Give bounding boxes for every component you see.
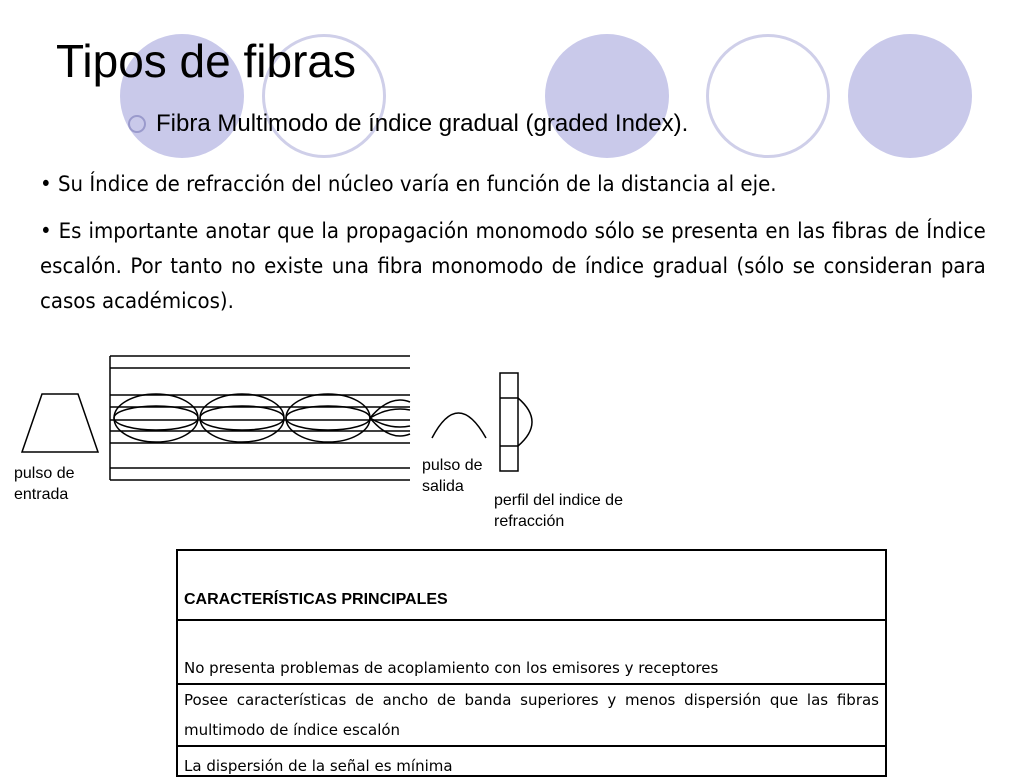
index-profile-label: perfil del indice de refracción — [494, 492, 623, 530]
decor-circle — [545, 34, 669, 158]
ring-bullet-icon — [128, 115, 146, 133]
table-row — [177, 620, 886, 684]
output-pulse-label: pulso de salida — [422, 457, 483, 495]
input-pulse-label: pulso de entrada — [14, 465, 75, 503]
fiber-lines — [110, 356, 410, 480]
table-row — [177, 746, 886, 776]
table-cell: La dispersión de la señal es mínima — [177, 746, 886, 776]
table-row — [177, 684, 886, 746]
ray-paths — [114, 394, 410, 442]
table-cell: Posee características de ancho de banda superiores y menos dispersión que las fibras multimodo de índice escalón — [177, 684, 886, 746]
bullet-paragraph: • Es importante anotar que la propagación monomodo sólo se presenta en las fibras de Índice escalón. Por tanto no existe una fibra monomodo de índice gradual (sólo se consideran para casos académicos). — [40, 219, 986, 314]
table-header-cell: CARACTERÍSTICAS PRINCIPALES — [177, 550, 886, 620]
decor-ring — [706, 34, 830, 158]
graded-index-fiber-diagram — [0, 340, 680, 490]
bullet-paragraph: • Su Índice de refracción del núcleo varía en función de la distancia al eje. — [40, 172, 777, 197]
slide-title: Tipos de fibras — [56, 35, 356, 87]
output-pulse-shape — [432, 413, 486, 438]
table-header-row — [177, 550, 886, 620]
subtitle-text: Fibra Multimodo de índice gradual (graded Index). — [156, 110, 689, 137]
index-profile-shape — [500, 373, 532, 471]
decor-circle — [848, 34, 972, 158]
characteristics-table — [176, 549, 887, 777]
slide-subtitle — [128, 110, 688, 138]
input-pulse-shape — [22, 394, 98, 452]
table-cell: No presenta problemas de acoplamiento con los emisores y receptores — [177, 620, 886, 684]
